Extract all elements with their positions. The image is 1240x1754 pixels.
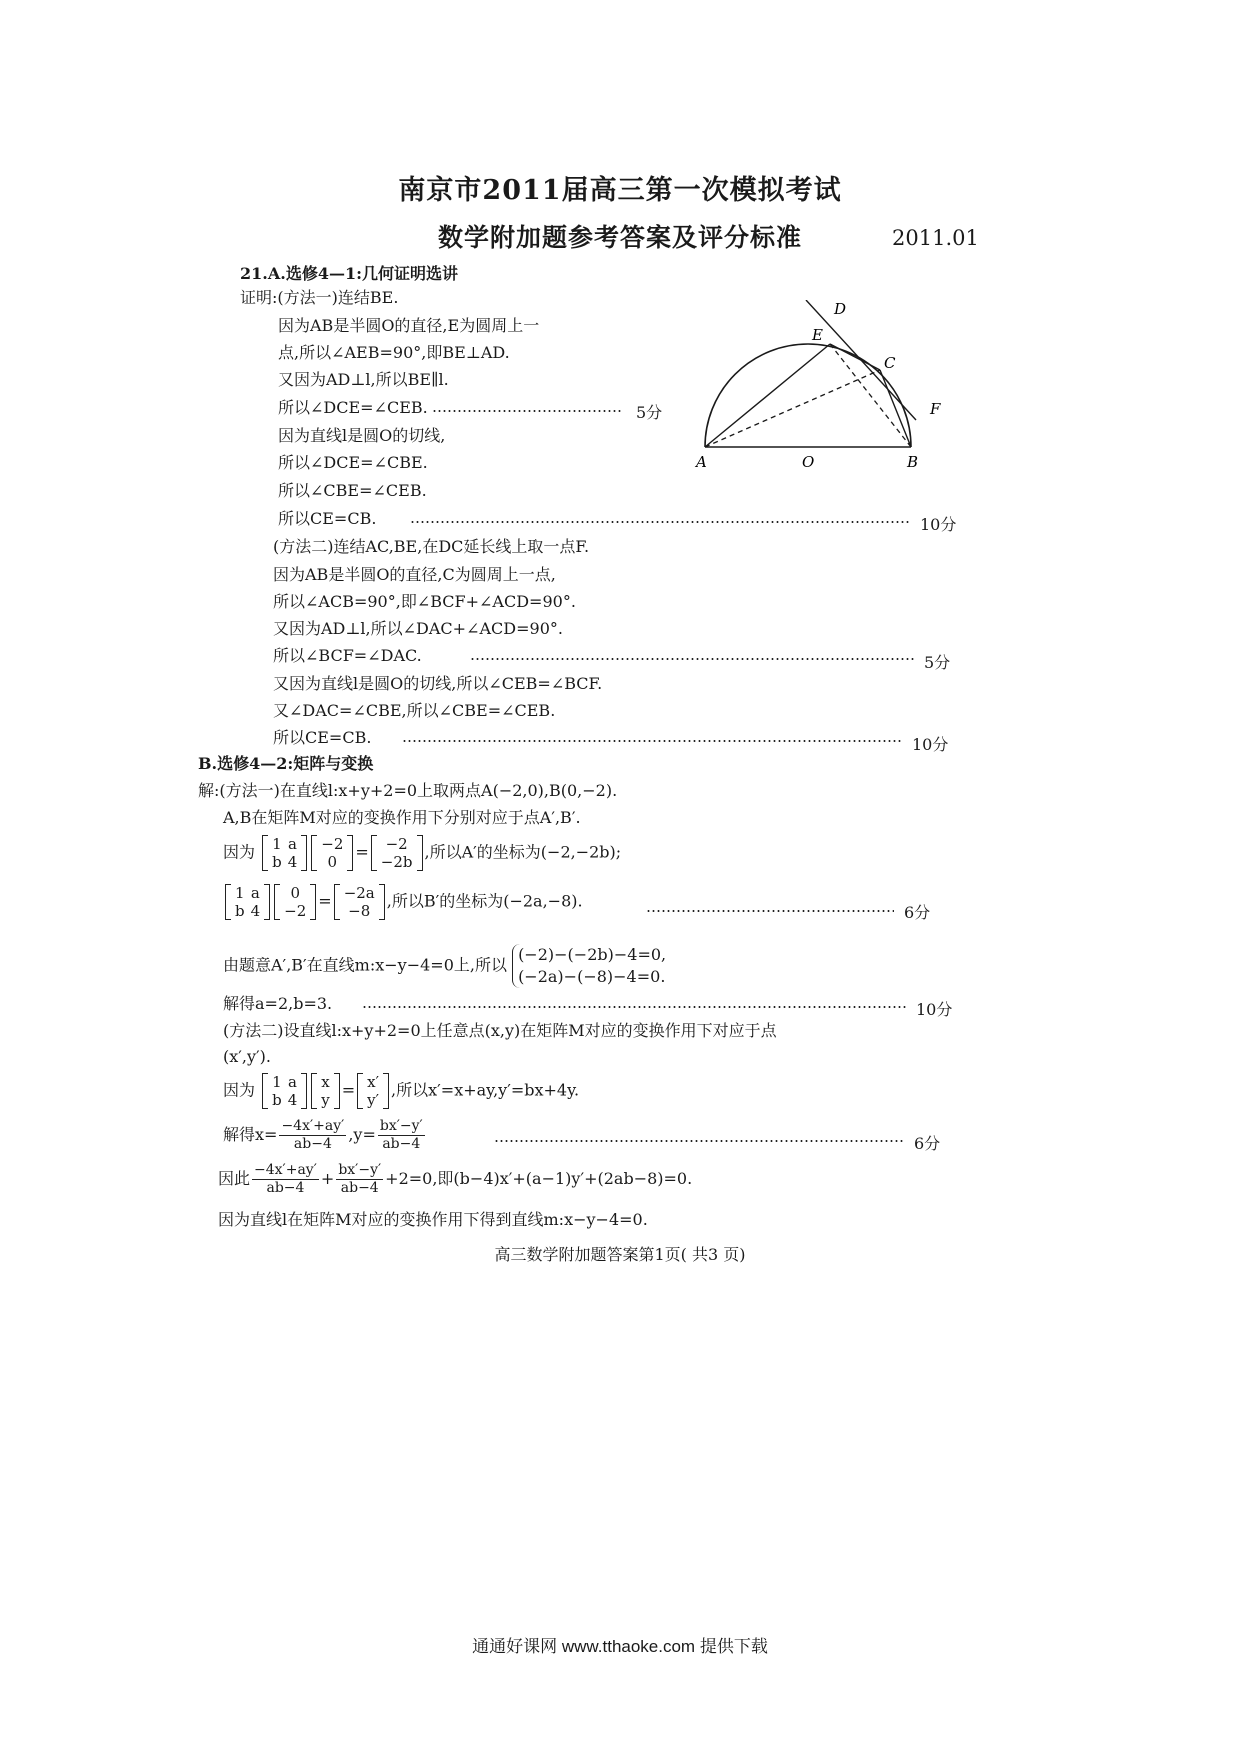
fraction-y: $\frac{bx'-y'}{ab-4}$ bbox=[379, 1118, 423, 1152]
matrix-equation-general bbox=[223, 1073, 579, 1109]
proof-line: 所以∠DCE=∠CBE. bbox=[278, 453, 428, 472]
score-mark: 6分 bbox=[914, 1134, 941, 1153]
proof-line: 又∠DAC=∠CBE,所以∠CBE=∠CEB. bbox=[273, 701, 556, 720]
result-text: ,所以B′的坐标为(−2a,−8). bbox=[386, 891, 583, 911]
solution-line: 因为直线l在矩阵M对应的变换作用下得到直线m:x−y−4=0. bbox=[218, 1210, 648, 1229]
dot-leader bbox=[402, 740, 902, 742]
matrix-equation-b bbox=[223, 884, 583, 920]
proof-line: 因为直线l是圆O的切线, bbox=[278, 426, 446, 445]
score-mark: 5分 bbox=[636, 403, 663, 422]
result-text: ,所以A′的坐标为(−2,−2b); bbox=[424, 842, 622, 862]
text-because: 因为 bbox=[223, 842, 256, 862]
matrix-m: 1 a b 4 bbox=[262, 1073, 307, 1109]
system-eq-1: (−2)−(−2b)−4=0, bbox=[518, 945, 667, 964]
vector-b: 0 −2 bbox=[274, 884, 316, 920]
download-credit: 通通好课网 www.tthaoke.com 提供下载 bbox=[472, 1637, 768, 1656]
segment-be-dashed bbox=[830, 344, 911, 447]
dot-leader bbox=[362, 1006, 906, 1008]
label-e: E bbox=[812, 326, 823, 344]
proof-line: 因为AB是半圆O的直径,C为圆周上一点, bbox=[273, 565, 556, 584]
result-text: ,所以x′=x+ay,y′=bx+4y. bbox=[391, 1080, 580, 1100]
plus-sign: + bbox=[320, 1169, 335, 1188]
semicircle-arc bbox=[705, 344, 911, 447]
equals-sign: = bbox=[318, 891, 332, 911]
vector-xy-image: x′ y′ bbox=[357, 1073, 389, 1109]
vector-a-image: −2 −2b bbox=[371, 835, 423, 871]
proof-line: 所以∠BCF=∠DAC. bbox=[273, 646, 422, 665]
label-o: O bbox=[802, 453, 815, 471]
label-b: B bbox=[907, 453, 919, 471]
therefore-text: 因此 bbox=[218, 1169, 251, 1188]
solution-line: (x′,y′). bbox=[223, 1047, 271, 1066]
score-mark: 6分 bbox=[904, 903, 931, 922]
score-mark: 10分 bbox=[916, 1000, 953, 1019]
label-d: D bbox=[834, 300, 847, 318]
semicircle-tangent-figure bbox=[690, 300, 950, 480]
solve-text-mid: ,y= bbox=[348, 1125, 376, 1144]
proof-line: 所以∠CBE=∠CEB. bbox=[278, 481, 427, 500]
dot-leader bbox=[646, 910, 894, 912]
score-mark: 5分 bbox=[924, 653, 951, 672]
segment-ae bbox=[705, 344, 830, 447]
equation-system bbox=[512, 944, 666, 988]
proof-line: 所以∠DCE=∠CEB. bbox=[278, 398, 428, 417]
proof-line: 因为AB是半圆O的直径,E为圆周上一 bbox=[278, 316, 540, 335]
matrix-m: 1 a b 4 bbox=[262, 835, 307, 871]
dot-leader bbox=[410, 521, 910, 523]
score-mark: 10分 bbox=[920, 515, 957, 534]
system-condition bbox=[223, 944, 666, 988]
condition-text: 由题意A′,B′在直线m:x−y−4=0上,所以 bbox=[223, 955, 507, 975]
solution-line: 解:(方法一)在直线l:x+y+2=0上取两点A(−2,0),B(0,−2). bbox=[198, 781, 618, 800]
dot-leader bbox=[432, 410, 622, 412]
equals-sign: = bbox=[355, 842, 369, 862]
label-f: F bbox=[930, 400, 941, 418]
proof-line: (方法二)连结AC,BE,在DC延长线上取一点F. bbox=[273, 537, 590, 556]
page-footer: 高三数学附加题答案第1页( 共3 页) bbox=[494, 1245, 746, 1264]
fraction-y: $\frac{bx'-y'}{ab-4}$ bbox=[338, 1162, 382, 1196]
solve-text: 解得x= bbox=[223, 1125, 278, 1144]
proof-line: 又因为AD⊥l,所以∠DAC+∠ACD=90°. bbox=[273, 619, 563, 638]
proof-intro: 证明:(方法一)连结BE. bbox=[240, 288, 399, 307]
matrix-m: 1 a b 4 bbox=[225, 884, 270, 920]
dot-leader bbox=[470, 658, 914, 660]
segment-ac-dashed bbox=[705, 370, 880, 447]
text-because: 因为 bbox=[223, 1080, 256, 1100]
solution-line: A,B在矩阵M对应的变换作用下分别对应于点A′,B′. bbox=[223, 808, 581, 827]
equals-sign: = bbox=[341, 1080, 356, 1100]
vector-a: −2 0 bbox=[311, 835, 353, 871]
proof-line: 所以CE=CB. bbox=[273, 728, 372, 747]
segment-ec bbox=[830, 344, 880, 370]
label-a: A bbox=[696, 453, 707, 471]
matrix-equation-a bbox=[223, 835, 621, 871]
system-eq-2: (−2a)−(−8)−4=0. bbox=[518, 967, 666, 986]
section-b-heading: B.选修4—2:矩阵与变换 bbox=[198, 754, 374, 773]
score-mark: 10分 bbox=[912, 735, 949, 754]
dot-leader bbox=[494, 1140, 904, 1142]
inverse-solution bbox=[223, 1118, 427, 1153]
vector-b-image: −2a −8 bbox=[334, 884, 385, 920]
exam-date: 2011.01 bbox=[892, 226, 979, 250]
proof-line: 又因为直线l是圆O的切线,所以∠CEB=∠BCF. bbox=[273, 674, 603, 693]
fraction-x: $\frac{-4x'+ay'}{ab-4}$ bbox=[281, 1118, 345, 1152]
fraction-x: $\frac{-4x'+ay'}{ab-4}$ bbox=[254, 1162, 317, 1196]
substitution-result: +2=0,即(b−4)x′+(a−1)y′+(2ab−8)=0. bbox=[385, 1169, 693, 1188]
substitution-line bbox=[218, 1162, 692, 1197]
solution-line: (方法二)设直线l:x+y+2=0上任意点(x,y)在矩阵M对应的变换作用下对应于点 bbox=[223, 1021, 777, 1040]
proof-line: 又因为AD⊥l,所以BE∥l. bbox=[278, 370, 449, 389]
section-a-heading: 21.A.选修4—1:几何证明选讲 bbox=[240, 264, 458, 283]
exam-title: 南京市2011届高三第一次模拟考试 bbox=[398, 175, 842, 206]
proof-line: 所以CE=CB. bbox=[278, 509, 377, 528]
answer-key-title: 数学附加题参考答案及评分标准 bbox=[437, 223, 802, 252]
label-c: C bbox=[884, 354, 896, 372]
vector-xy: x y bbox=[311, 1073, 339, 1109]
solution-line: 解得a=2,b=3. bbox=[223, 994, 333, 1013]
proof-line: 点,所以∠AEB=90°,即BE⊥AD. bbox=[278, 343, 510, 362]
proof-line: 所以∠ACB=90°,即∠BCF+∠ACD=90°. bbox=[273, 592, 576, 611]
